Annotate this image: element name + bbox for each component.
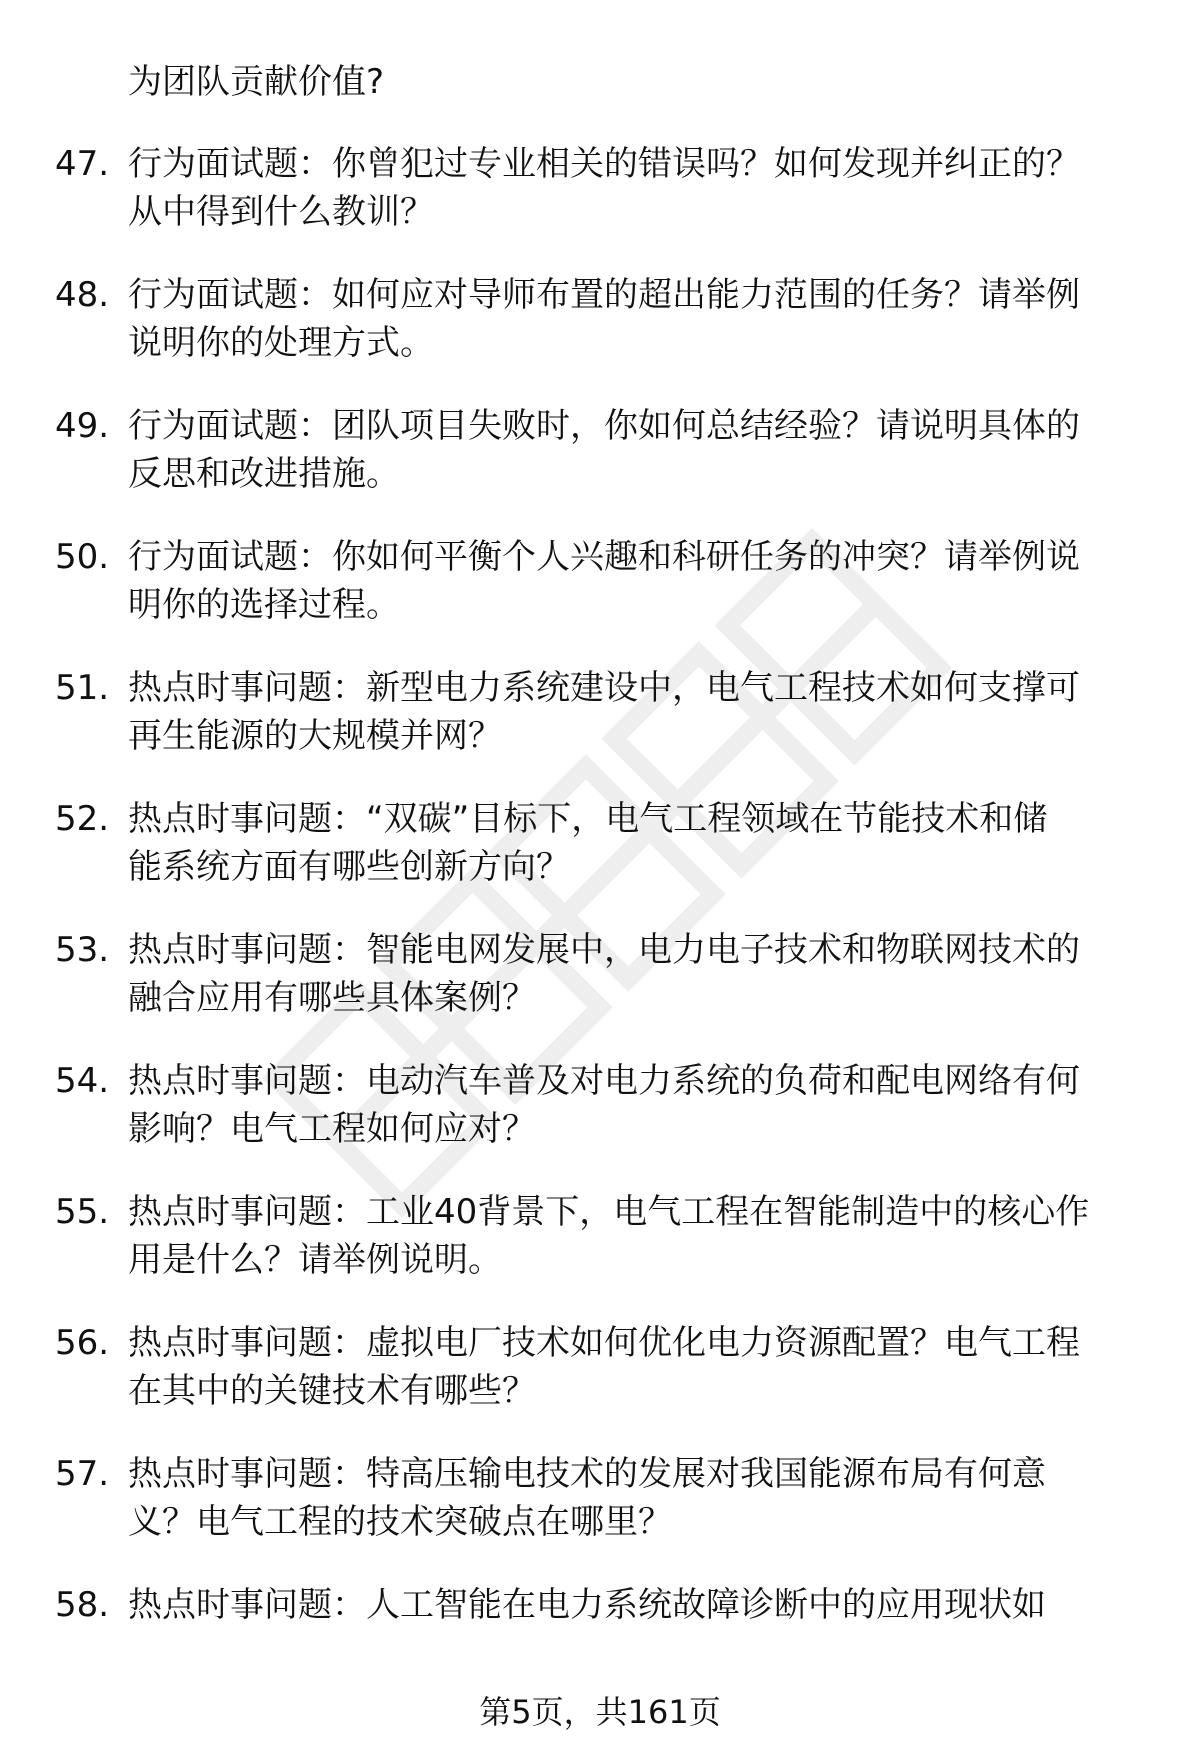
question-number: 52. [55,799,110,839]
list-item [0,402,1200,533]
question-text: 热点时事问题：电动汽车普及对电力系统的负荷和配电网络有何 影响？电气工程如何应对？ [128,1061,1080,1149]
question-number: 57. [55,1454,110,1494]
list-item [0,1057,1200,1188]
page-footer: 第5页，共161页 [479,1693,721,1731]
question-text: 热点时事问题：智能电网发展中，电力电子技术和物联网技术的 融合应用有哪些具体案例？ [128,930,1080,1018]
question-number: 53. [55,930,110,970]
question-text: 热点时事问题：人工智能在电力系统故障诊断中的应用现状如 [128,1585,1046,1625]
question-text: 行为面试题：你曾犯过专业相关的错误吗？如何发现并纠正的？ 从中得到什么教训？ [128,144,1080,232]
question-number: 51. [55,668,110,708]
question-text: 行为面试题：你如何平衡个人兴趣和科研任务的冲突？请举例说 明你的选择过程。 [128,537,1080,625]
question-number: 56. [55,1323,110,1363]
list-item [0,664,1200,795]
question-text: 热点时事问题：工业40背景下，电气工程在智能制造中的核心作 用是什么？请举例说明。 [128,1192,1090,1280]
question-text: 行为面试题：团队项目失败时，你如何总结经验？请说明具体的 反思和改进措施。 [128,406,1080,494]
question-text: 热点时事问题：新型电力系统建设中，电气工程技术如何支撑可 再生能源的大规模并网？ [128,668,1080,756]
question-list [0,140,1200,1712]
list-item [0,1450,1200,1581]
question-number: 50. [55,537,110,577]
list-item [0,1188,1200,1319]
list-item [0,795,1200,926]
question-number: 48. [55,275,110,315]
question-text: 热点时事问题：“双碳”目标下，电气工程领域在节能技术和储 能系统方面有哪些创新方向？ [128,799,1048,887]
continued-question-text: 为团队贡献价值? [128,62,385,102]
question-text: 热点时事问题：虚拟电厂技术如何优化电力资源配置？电气工程 在其中的关键技术有哪些？ [128,1323,1080,1411]
list-item [0,926,1200,1057]
question-number: 49. [55,406,110,446]
question-number: 55. [55,1192,110,1232]
list-item [0,1319,1200,1450]
question-number: 47. [55,144,110,184]
question-text: 行为面试题：如何应对导师布置的超出能力范围的任务？请举例 说明你的处理方式。 [128,275,1080,363]
list-item [0,140,1200,271]
list-item [0,271,1200,402]
question-number: 58. [55,1585,110,1625]
list-item [0,533,1200,664]
question-number: 54. [55,1061,110,1101]
question-text: 热点时事问题：特高压输电技术的发展对我国能源布局有何意 义？电气工程的技术突破点在哪里？ [128,1454,1046,1542]
